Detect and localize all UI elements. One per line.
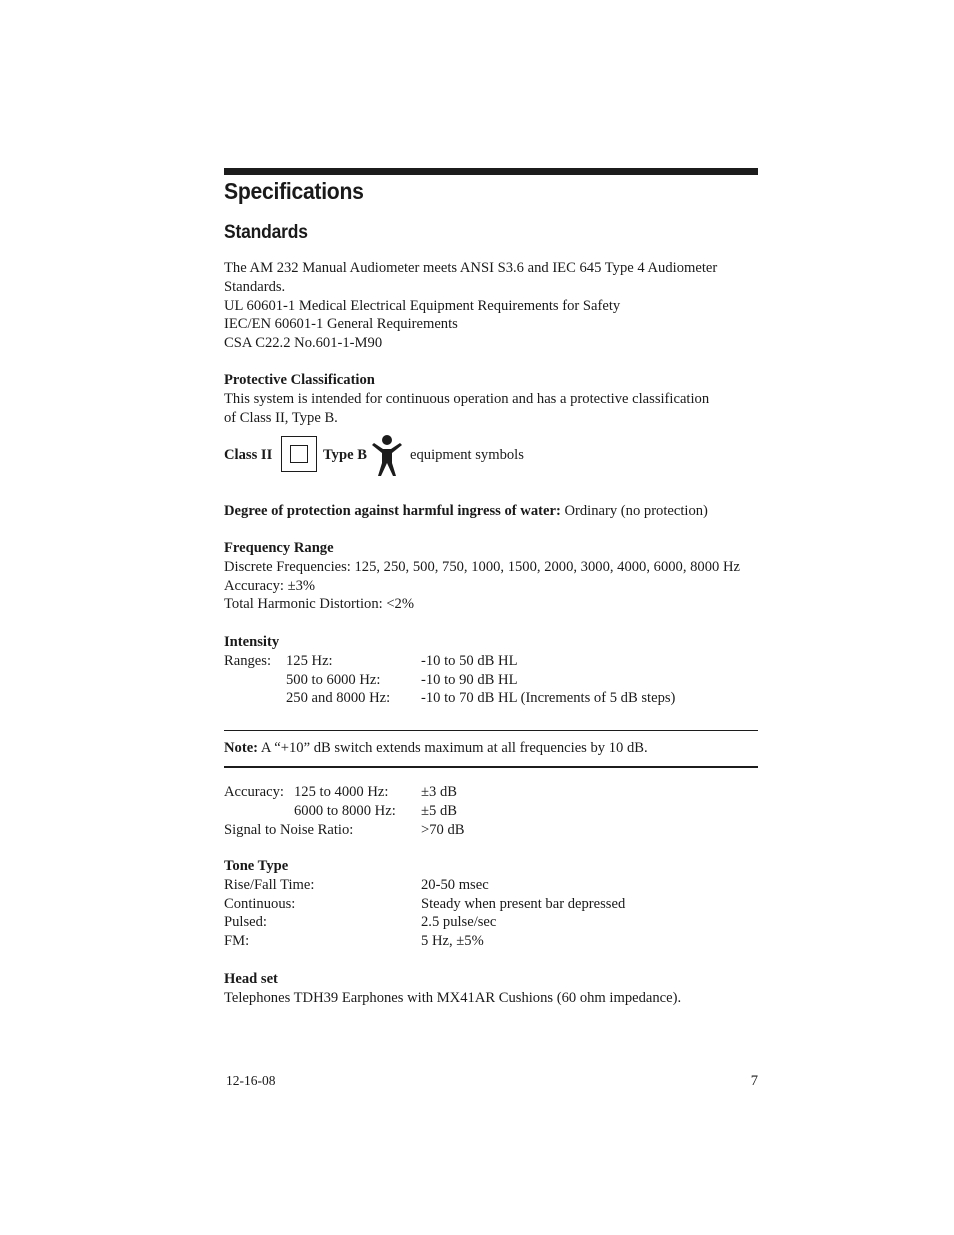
equipment-symbols-row — [224, 433, 758, 477]
section-title-standards: Standards — [224, 222, 308, 243]
water-label: Degree of protection against harmful ingress of water: — [224, 503, 561, 519]
intensity-row — [224, 652, 758, 671]
ranges-label: Ranges: — [224, 652, 272, 669]
intensity-title: Intensity — [224, 634, 280, 650]
class-ii-symbol-icon — [281, 436, 317, 472]
page-title: Specifications — [224, 178, 364, 204]
headset-title: Head set — [224, 971, 278, 987]
frequency-line: Discrete Frequencies: 125, 250, 500, 750, 1000, 1500, 2000, 3000, 4000, 6000, 8000 Hz — [224, 558, 740, 575]
note-bottom-rule — [224, 766, 758, 768]
tone-value: Steady when present bar depressed — [421, 895, 626, 912]
tone-title: Tone Type — [224, 858, 289, 874]
tone-row — [224, 895, 758, 914]
tone-value: 2.5 pulse/sec — [421, 914, 497, 931]
footer-date: 12-16-08 — [226, 1073, 276, 1088]
standards-line: UL 60601-1 Medical Electrical Equipment Requirements for Safety — [224, 297, 621, 314]
tone-label: Pulsed: — [224, 914, 267, 931]
type-b-label: Type B — [323, 447, 367, 463]
symbols-caption: equipment symbols — [410, 447, 524, 463]
note — [224, 739, 758, 758]
tone-row — [224, 913, 758, 932]
tone-label: FM: — [224, 933, 250, 950]
intensity-freq: 125 Hz: — [286, 652, 333, 669]
intensity-value: -10 to 70 dB HL (Increments of 5 dB steps) — [421, 690, 676, 707]
frequency-title: Frequency Range — [224, 540, 334, 556]
standards-line: Standards. — [224, 278, 286, 295]
protective-classification — [224, 371, 758, 427]
intensity-freq: 500 to 6000 Hz: — [286, 671, 381, 688]
protective-title: Protective Classification — [224, 372, 375, 388]
standards-text — [224, 259, 758, 353]
intensity — [224, 633, 758, 708]
accuracy-freq: 125 to 4000 Hz: — [294, 784, 389, 800]
intensity-value: -10 to 50 dB HL — [421, 652, 518, 669]
accuracy-freq: 6000 to 8000 Hz: — [294, 802, 396, 819]
note-text: A “+10” dB switch extends maximum at all frequencies by 10 dB. — [258, 740, 648, 756]
note-label: Note: — [224, 740, 259, 756]
snr-label: Signal to Noise Ratio: — [224, 821, 354, 838]
tone-value: 5 Hz, ±5% — [421, 933, 484, 950]
standards-line: IEC/EN 60601-1 General Requirements — [224, 316, 458, 333]
headset-text: Telephones TDH39 Earphones with MX41AR Cushions (60 ohm impedance). — [224, 989, 682, 1006]
intensity-row — [224, 671, 758, 690]
protective-line: of Class II, Type B. — [224, 409, 338, 426]
class-ii-label: Class II — [224, 447, 273, 463]
protective-line: This system is intended for continuous operation and has a protective classification — [224, 390, 710, 407]
snr-row — [224, 821, 758, 840]
type-b-person-icon — [370, 433, 404, 477]
tone-type — [224, 857, 758, 951]
intensity-freq: 250 and 8000 Hz: — [286, 690, 391, 707]
accuracy-row — [224, 783, 758, 802]
frequency-line: Accuracy: ±3% — [224, 577, 316, 594]
tone-value: 20-50 msec — [421, 876, 489, 893]
standards-line: The AM 232 Manual Audiometer meets ANSI S3.6 and IEC 645 Type 4 Audiometer — [224, 260, 718, 276]
tone-label: Rise/Fall Time: — [224, 876, 315, 893]
water-value: Ordinary (no protection) — [560, 503, 708, 519]
tone-label: Continuous: — [224, 895, 296, 912]
accuracy-label: Accuracy: — [224, 784, 284, 800]
intensity-row — [224, 689, 758, 708]
standards-line: CSA C22.2 No.601-1-M90 — [224, 335, 383, 352]
accuracy-row — [224, 802, 758, 821]
note-top-rule — [224, 730, 758, 731]
tone-row — [224, 876, 758, 895]
page — [224, 0, 758, 1235]
intensity-value: -10 to 90 dB HL — [421, 671, 518, 688]
snr-value: >70 dB — [421, 821, 465, 838]
accuracy-value: ±5 dB — [421, 802, 457, 819]
header-rule — [224, 168, 758, 175]
accuracy — [224, 783, 758, 839]
frequency-range — [224, 539, 758, 614]
water-protection — [224, 502, 758, 521]
tone-row — [224, 932, 758, 951]
headset — [224, 970, 758, 1008]
accuracy-value: ±3 dB — [421, 784, 457, 800]
page-number: 7 — [750, 1073, 758, 1089]
frequency-line: Total Harmonic Distortion: <2% — [224, 596, 415, 613]
